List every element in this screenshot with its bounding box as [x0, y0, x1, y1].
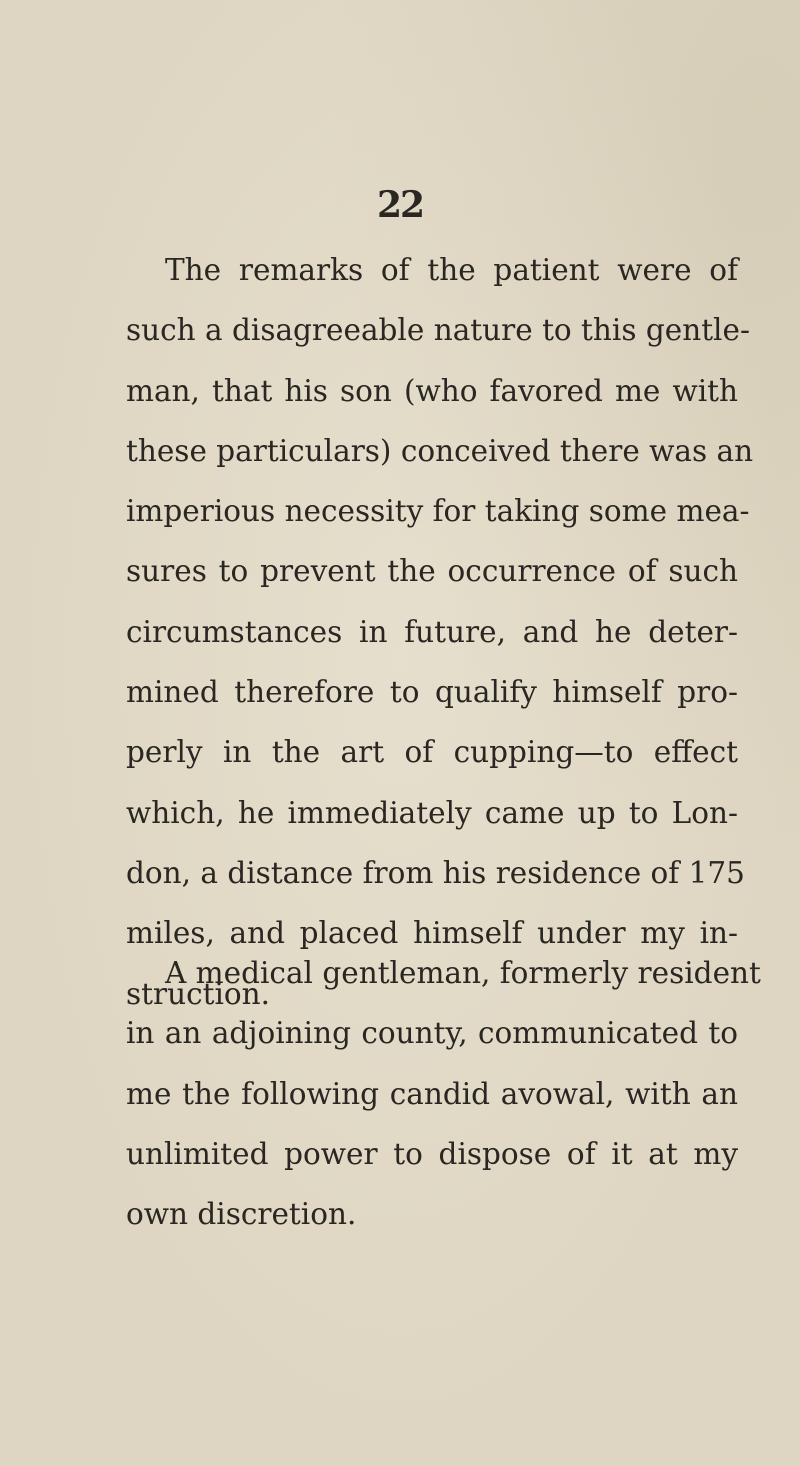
text-line: me the following candid avowal, with an	[126, 1076, 738, 1111]
text-line: struction.	[126, 976, 271, 1011]
text-line: sures to prevent the occurrence of such	[126, 554, 738, 589]
page-number: 22	[376, 184, 424, 226]
text-line: The remarks of the patient were of	[165, 253, 738, 287]
text-line: own discretion.	[126, 1197, 357, 1232]
text-line: miles, and placed himself under my in-	[126, 916, 738, 951]
text-line: mined therefore to qualify himself pro-	[126, 675, 738, 710]
text-line: in an adjoining county, communicated to	[126, 1016, 738, 1051]
text-line: imperious necessity for taking some mea-	[126, 494, 750, 529]
text-line: perly in the art of cupping—to effect	[126, 735, 738, 770]
paragraph-1	[126, 240, 761, 1024]
text-line: A medical gentleman, formerly resident	[165, 956, 761, 990]
text-line: unlimited power to dispose of it at my	[126, 1136, 738, 1171]
text-line: circumstances in future, and he deter-	[126, 614, 738, 649]
paragraph-2	[126, 943, 761, 1244]
text-line: such a disagreeable nature to this gentle-	[126, 313, 750, 348]
text-line: these particulars) conceived there was an	[126, 433, 754, 468]
text-line: man, that his son (who favored me with	[126, 373, 738, 408]
text-line: which, he immediately came up to Lon-	[126, 795, 738, 830]
text-line: don, a distance from his residence of 175	[126, 855, 745, 890]
